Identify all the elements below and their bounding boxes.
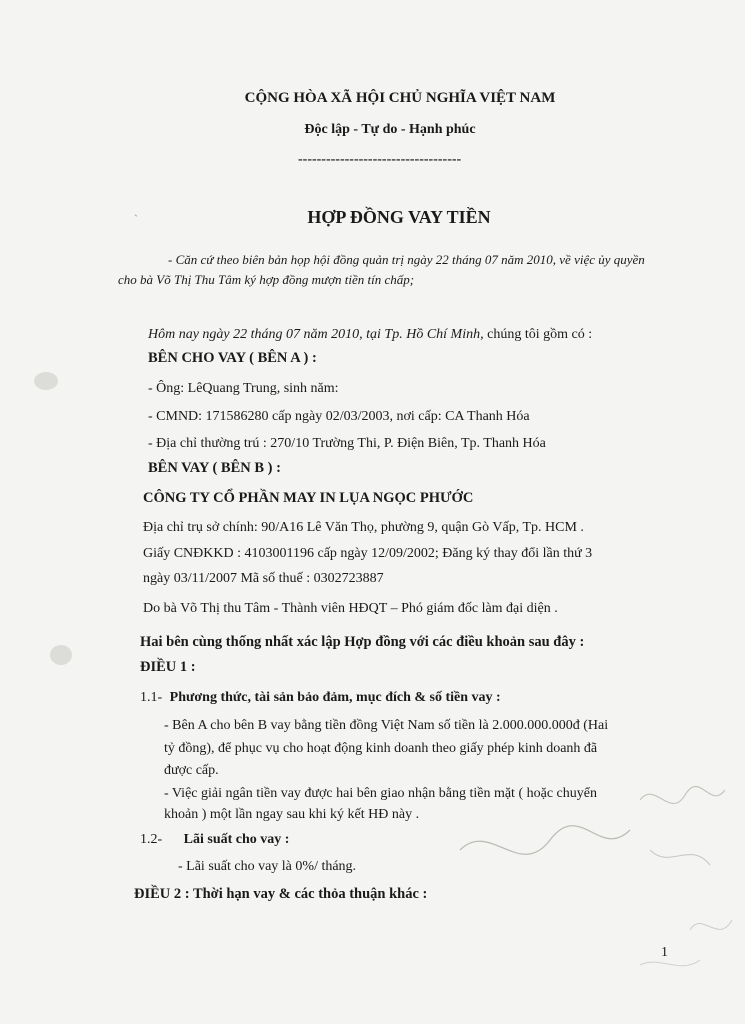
- article-2-heading: ĐIỀU 2 : Thời hạn vay & các thỏa thuận khác :: [134, 886, 428, 902]
- separator-line: -----------------------------------: [298, 152, 462, 167]
- party-b-heading: BÊN VAY ( BÊN B ) :: [148, 460, 281, 476]
- clause-1-1: [140, 690, 501, 706]
- clause-1-2-number: 1.2-: [140, 832, 163, 847]
- clause-1-1-p2-l1: - Việc giải ngân tiền vay được hai bên giao nhận bằng tiền mặt ( hoặc chuyển: [164, 786, 597, 801]
- party-b-address: Địa chỉ trụ sở chính: 90/A16 Lê Văn Thọ, phường 9, quận Gò Vấp, Tp. HCM .: [143, 520, 584, 535]
- clause-1-1-number: 1.1-: [140, 690, 163, 705]
- clause-1-2: [140, 832, 289, 848]
- punch-hole-mark: [50, 645, 72, 665]
- clause-1-2-p1: - Lãi suất cho vay là 0%/ tháng.: [178, 859, 357, 874]
- clause-1-1-p2-l2: khoản ) một lần ngay sau khi ký kết HĐ này .: [164, 807, 420, 822]
- party-b-license: Giấy CNĐKKD : 4103001196 cấp ngày 12/09/2002; Đăng ký thay đổi lần thứ 3: [143, 546, 593, 561]
- clause-1-1-p1-l2: tỷ đồng), để phục vụ cho hoạt động kinh doanh theo giấy phép kinh doanh đã: [164, 741, 598, 756]
- clause-1-1-p1-l1: - Bên A cho bên B vay bằng tiền đồng Việt Nam số tiền là 2.000.000.000đ (Hai: [164, 718, 609, 733]
- agreement-statement: Hai bên cùng thống nhất xác lập Hợp đồng với các điều khoản sau đây :: [140, 634, 585, 650]
- basis-line-2: cho bà Võ Thị Thu Tâm ký hợp đồng mượn tiền tín chấp;: [118, 272, 415, 287]
- basis-line-1: - Căn cứ theo biên bản họp hội đồng quản trị ngày 22 tháng 07 năm 2010, về việc ủy quyền: [168, 252, 645, 267]
- punch-hole-mark: [34, 372, 58, 390]
- party-a-address: - Địa chỉ thường trú : 270/10 Trường Thi, P. Điện Biên, Tp. Thanh Hóa: [148, 436, 546, 451]
- party-a-id: - CMND: 171586280 cấp ngày 02/03/2003, nơi cấp: CA Thanh Hóa: [148, 409, 530, 424]
- clause-1-1-title: Phương thức, tài sản bảo đảm, mục đích & số tiền vay :: [169, 690, 501, 705]
- clause-1-1-p1-l3: được cấp.: [164, 763, 219, 778]
- intro-line: [148, 327, 592, 343]
- signature-bleed-through: [440, 760, 740, 990]
- motto: Độc lập - Tự do - Hạnh phúc: [304, 122, 476, 137]
- national-title: CỘNG HÒA XÃ HỘI CHỦ NGHĨA VIỆT NAM: [244, 90, 556, 106]
- party-b-company: CÔNG TY CỔ PHẦN MAY IN LỤA NGỌC PHƯỚC: [143, 490, 474, 506]
- contract-title: HỢP ĐỒNG VAY TIỀN: [307, 207, 491, 227]
- scan-mark: `: [134, 212, 138, 226]
- article-1-heading: ĐIỀU 1 :: [140, 659, 196, 675]
- party-b-representative: Do bà Võ Thị thu Tâm - Thành viên HĐQT – Phó giám đốc làm đại diện .: [143, 601, 558, 616]
- party-a-name: - Ông: LêQuang Trung, sinh năm:: [148, 381, 339, 396]
- intro-date-place: Hôm nay ngày 22 tháng 07 năm 2010, tại Tp. Hồ Chí Minh,: [148, 327, 484, 342]
- party-a-heading: BÊN CHO VAY ( BÊN A ) :: [148, 350, 317, 366]
- clause-1-2-title: Lãi suất cho vay :: [183, 832, 290, 847]
- page-number: 1: [661, 945, 668, 960]
- intro-we-include: chúng tôi gồm có :: [483, 327, 593, 342]
- party-b-tax: ngày 03/11/2007 Mã số thuế : 0302723887: [143, 571, 384, 586]
